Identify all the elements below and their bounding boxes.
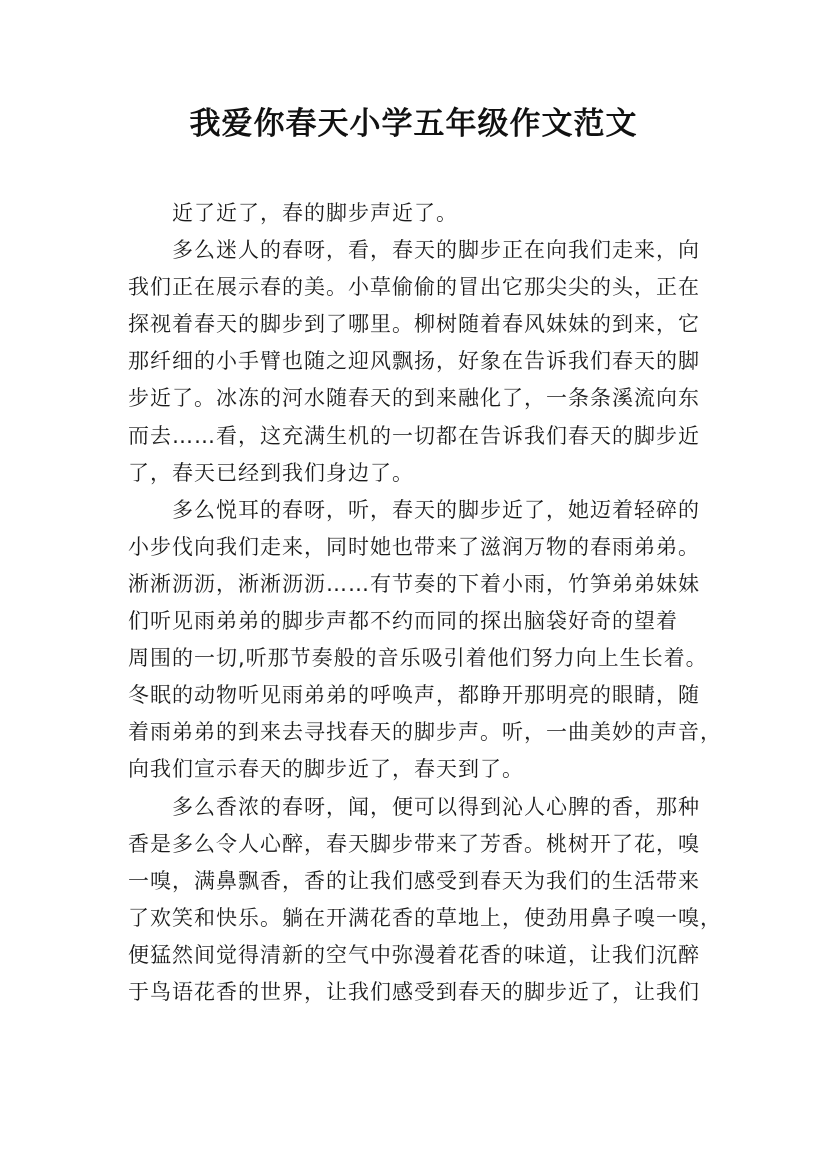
paragraph-line: 着雨弟弟的到来去寻找春天的脚步声。听，一曲美妙的声音， xyxy=(128,720,722,745)
paragraph-line: 一嗅，满鼻飘香，香的让我们感受到春天为我们的生活带来 xyxy=(128,868,700,893)
paragraph-line: 近了近了，春的脚步声近了。 xyxy=(172,201,458,225)
paragraph-line: 多么香浓的春呀，闻，便可以得到沁人心脾的香，那种 xyxy=(172,794,700,819)
paragraph-line: 向我们宣示春天的脚步近了，春天到了。 xyxy=(128,757,524,782)
paragraph-line: 周围的一切,听那节奏般的音乐吸引着他们努力向上生长着。 xyxy=(128,646,708,671)
paragraph-line: 便猛然间觉得清新的空气中弥漫着花香的味道，让我们沉醉 xyxy=(128,942,700,967)
paragraph-line: 们听见雨弟弟的脚步声都不约而同的探出脑袋好奇的望着 xyxy=(128,609,678,634)
paragraph-line: 探视着春天的脚步到了哪里。柳树随着春风妹妹的到来，它 xyxy=(128,312,700,337)
paragraph-line: 多么悦耳的春呀，听，春天的脚步近了，她迈着轻碎的 xyxy=(172,497,700,522)
paragraph-line: 淅淅沥沥，淅淅沥沥……有节奏的下着小雨，竹笋弟弟妹妹 xyxy=(128,571,700,596)
paragraph-line: 了，春天已经到我们身边了。 xyxy=(128,460,414,485)
paragraph-line: 步近了。冰冻的河水随春天的到来融化了，一条条溪流向东 xyxy=(128,386,700,411)
paragraph-line: 于鸟语花香的世界，让我们感受到春天的脚步近了，让我们 xyxy=(128,979,700,1004)
paragraph-line: 香是多么令人心醉，春天脚步带来了芳香。桃树开了花，嗅 xyxy=(128,831,700,856)
paragraph-line: 而去……看，这充满生机的一切都在告诉我们春天的脚步近 xyxy=(128,423,700,448)
paragraph-line: 我们正在展示春的美。小草偷偷的冒出它那尖尖的头，正在 xyxy=(128,275,700,300)
document-title: 我爱你春天小学五年级作文范文 xyxy=(189,106,638,142)
paragraph-line: 小步伐向我们走来，同时她也带来了滋润万物的春雨弟弟。 xyxy=(128,534,700,559)
paragraph-line: 多么迷人的春呀，看，春天的脚步正在向我们走来，向 xyxy=(172,238,700,263)
essay-body xyxy=(128,195,722,1011)
paragraph-line: 冬眠的动物听见雨弟弟的呼唤声，都睁开那明亮的眼睛，随 xyxy=(128,683,700,708)
paragraph-line: 那纤细的小手臂也随之迎风飘扬，好象在告诉我们春天的脚 xyxy=(128,349,700,374)
paragraph-line: 了欢笑和快乐。躺在开满花香的草地上，使劲用鼻子嗅一嗅， xyxy=(128,905,722,930)
